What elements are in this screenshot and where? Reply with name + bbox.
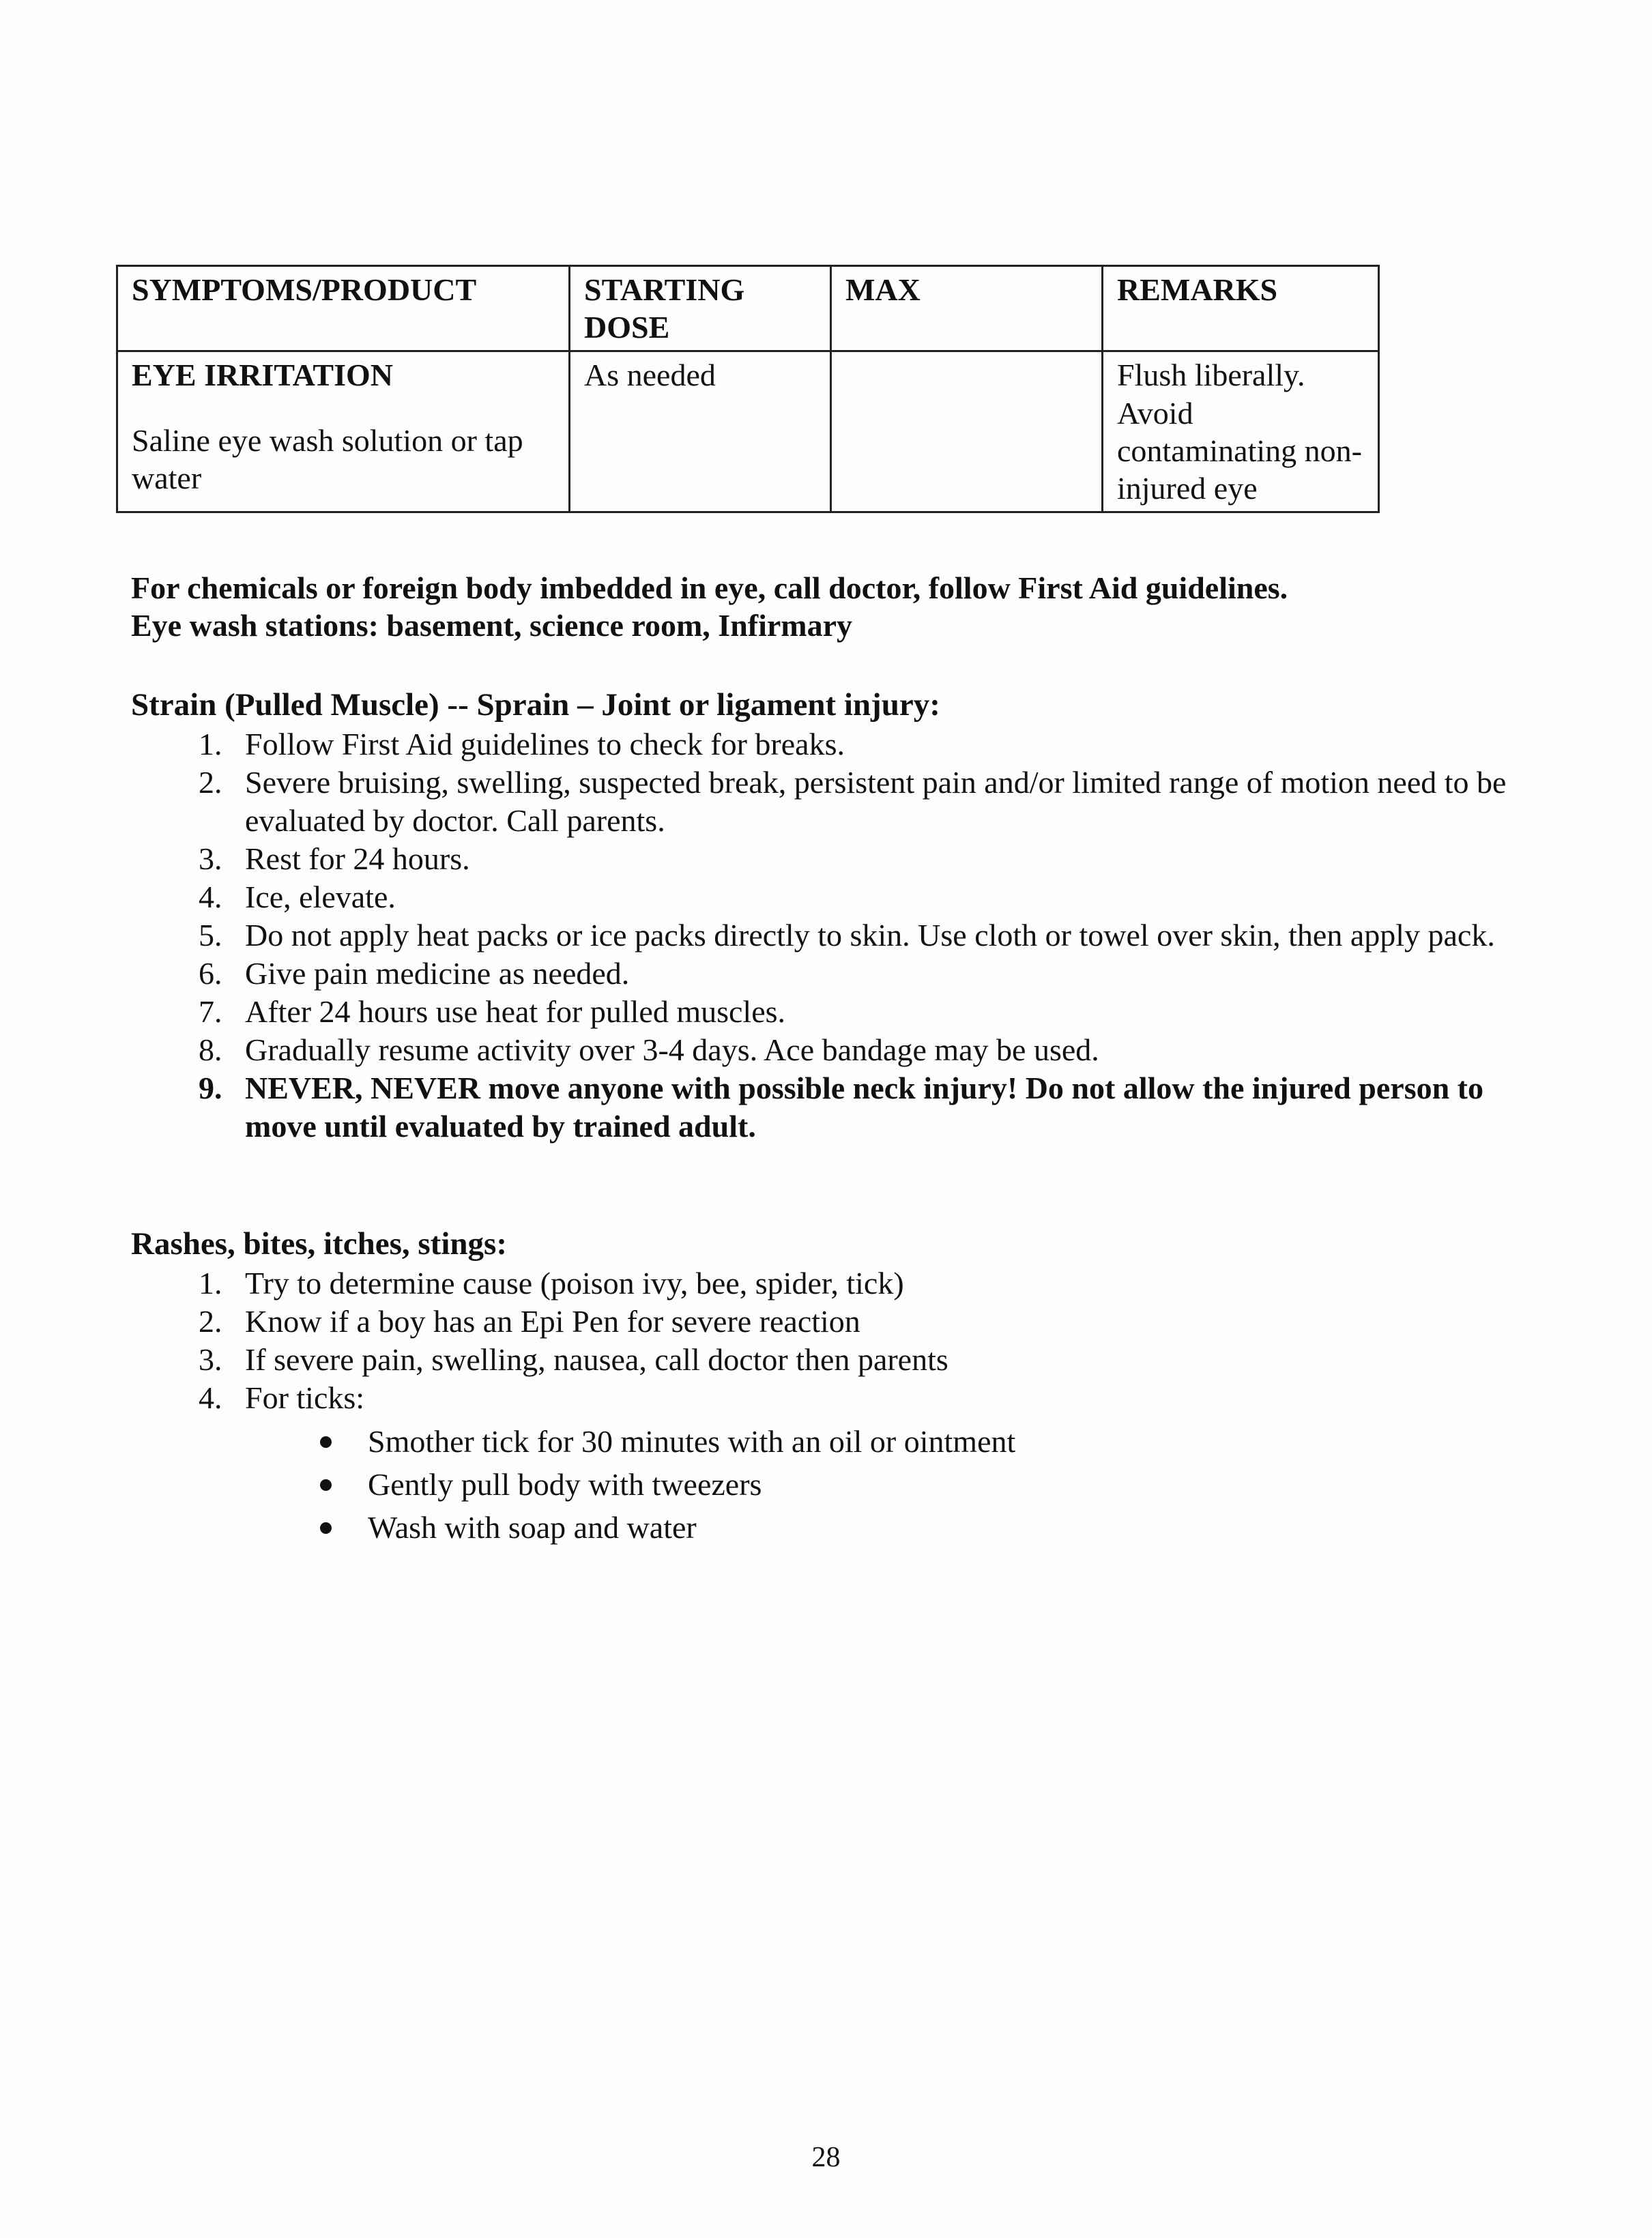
tick-step-text: Wash with soap and water bbox=[368, 1510, 697, 1545]
list-item: 2. Severe bruising, swelling, suspected break, persistent pain and/or limited range of motion need to be evaluated by doctor. Call parents. bbox=[230, 764, 1550, 840]
table-header-row bbox=[117, 266, 1379, 351]
cell-starting-dose: As needed bbox=[570, 351, 831, 512]
sprain-list bbox=[131, 725, 1550, 1146]
eye-note-stations: Eye wash stations: basement, science room, Infirmary bbox=[131, 608, 853, 643]
table-row bbox=[117, 351, 1379, 512]
header-remarks: REMARKS bbox=[1103, 266, 1379, 351]
cell-symptom-product bbox=[117, 351, 570, 512]
list-item: 3. If severe pain, swelling, nausea, call doctor then parents bbox=[230, 1341, 1550, 1379]
eye-notes bbox=[131, 569, 1523, 644]
product-name: Saline eye wash solution or tap water bbox=[132, 422, 523, 495]
header-symptoms-product: SYMPTOMS/PRODUCT bbox=[117, 266, 570, 351]
tick-step bbox=[368, 1509, 1550, 1547]
list-item: 6. Give pain medicine as needed. bbox=[230, 955, 1550, 993]
tick-step-text: Smother tick for 30 minutes with an oil or ointment bbox=[368, 1424, 1016, 1459]
tick-step-text: Gently pull body with tweezers bbox=[368, 1467, 762, 1502]
list-item: 1. Try to determine cause (poison ivy, bee, spider, tick) bbox=[230, 1264, 1550, 1303]
tick-item-label: For ticks: bbox=[245, 1380, 365, 1415]
list-item: 2. Know if a boy has an Epi Pen for severe reaction bbox=[230, 1303, 1550, 1341]
list-item: 3. Rest for 24 hours. bbox=[230, 840, 1550, 878]
page-number: 28 bbox=[811, 2142, 841, 2173]
bullet-icon bbox=[320, 1436, 332, 1448]
sprain-heading: Strain (Pulled Muscle) -- Sprain – Joint or ligament injury: bbox=[131, 687, 940, 723]
list-item bbox=[230, 1379, 1550, 1547]
rashes-list bbox=[131, 1264, 1550, 1547]
sprain-section bbox=[131, 686, 1550, 1146]
tick-step bbox=[368, 1466, 1550, 1504]
rashes-heading: Rashes, bites, itches, stings: bbox=[131, 1226, 507, 1262]
header-max: MAX bbox=[831, 266, 1103, 351]
cell-max bbox=[831, 351, 1103, 512]
rashes-section bbox=[131, 1225, 1550, 1552]
symptom-category: EYE IRRITATION bbox=[132, 358, 393, 393]
list-item: 7. After 24 hours use heat for pulled muscles. bbox=[230, 993, 1550, 1031]
list-item: 1. Follow First Aid guidelines to check for breaks. bbox=[230, 725, 1550, 764]
bullet-icon bbox=[320, 1479, 332, 1491]
list-item-warning: 9. NEVER, NEVER move anyone with possible neck injury! Do not allow the injured person to move until evaluated by trained adult. bbox=[230, 1069, 1550, 1146]
medication-table bbox=[116, 265, 1380, 513]
bullet-icon bbox=[320, 1522, 332, 1534]
eye-note-chemicals: For chemicals or foreign body imbedded in eye, call doctor, follow First Aid guidelines. bbox=[131, 570, 1288, 605]
list-item: 8. Gradually resume activity over 3-4 days. Ace bandage may be used. bbox=[230, 1031, 1550, 1069]
header-starting-dose: STARTING DOSE bbox=[570, 266, 831, 351]
list-item: 4. Ice, elevate. bbox=[230, 878, 1550, 916]
cell-remarks: Flush liberally. Avoid contaminating non-injured eye bbox=[1103, 351, 1379, 512]
tick-steps-list bbox=[245, 1423, 1550, 1547]
list-item: 5. Do not apply heat packs or ice packs directly to skin. Use cloth or towel over skin, then apply pack. bbox=[230, 916, 1550, 955]
tick-step bbox=[368, 1423, 1550, 1461]
